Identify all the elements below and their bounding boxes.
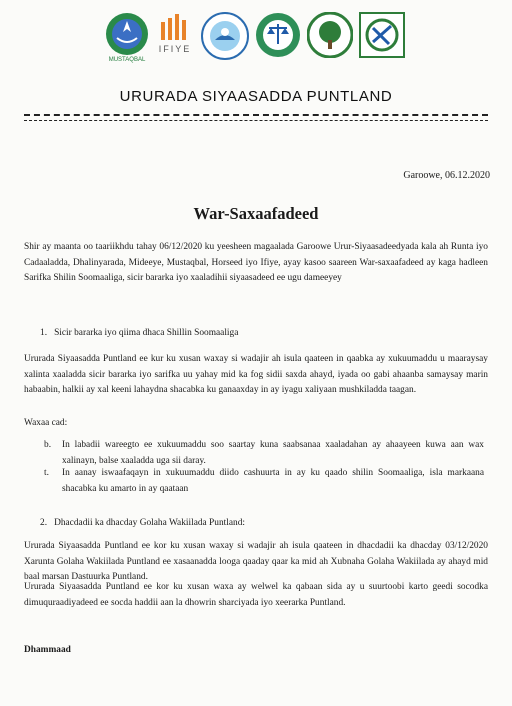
ifiye-logo: [155, 12, 195, 54]
press-release-heading: War-Saxaafadeed: [193, 204, 319, 223]
tree-seal-logo: [307, 12, 353, 58]
header-divider-thin: [24, 120, 488, 121]
emblem-seal-logo: [359, 12, 405, 58]
mustaqbal-logo: [105, 12, 149, 63]
header-divider: [24, 114, 488, 116]
party-logos-row: [105, 12, 405, 74]
circular-seal-logo: [201, 12, 249, 60]
section-1-title: 1. Sicir bararka iyo qiima dhaca Shillin Soomaaliga: [40, 328, 239, 338]
letter-date: Garoowe, 06.12.2020: [403, 170, 490, 181]
section-2-paragraph: Ururada Siyaasadda Puntland ee kor ku xusan waxay si wadajir ah isula qaateen in dhacdadii ka dhacday 03/12/2020 Xarunta Golaha Wakiilada Puntland ee xasaanadda looga qaaday qaar ka mid ah Xubnaha Golaha Wakiilada ay ahayd mid baal marsan Dastuurka Puntland.: [24, 541, 488, 582]
intro-paragraph: Shir ay maanta oo taariikhdu tahay 06/12/2020 ku yeesheen magaalada Garoowe Urur-Siyaasadeedyada kala ah Runta iyo Cadaaladda, Dhalinyarada, Mideeye, Mustaqbal, Horseed iyo Ifiye, ayay kasoo saareen War-saxaafadeed ay kaga hadleen Sarifka Shilin Soomaaliga, sicir bararka iyo xaaladihii siyaasadeed ee ugu dameeyey: [24, 242, 488, 283]
scales-seal-logo: [255, 12, 301, 58]
closing-word: Dhammaad: [24, 645, 71, 655]
waxaa-cad-label: Waxaa cad:: [24, 418, 68, 428]
section-1-paragraph: Ururada Siyaasadda Puntland ee kur ku xusan waxay si wadajir ah isula qaateen in qaabka ay xukuumaddu u maaraysay xalinta xaaladda sicir bararka iyo sarifka uu yahay mid ka fog sidii saxda ahayd, iyada oo gabi ahaanba samaysay marin habaabin, halkii ay xal keeni lahaydna shacabka ku ganaaxday in ay iyagu xaliyaan mushkiladda taagan.: [24, 354, 488, 395]
organization-title: URURADA SIYAASADDA PUNTLAND: [119, 88, 393, 105]
list-marker: t.: [44, 468, 49, 478]
logo-word: IFIYE: [158, 44, 192, 54]
final-paragraph: Ururada Siyaasadda Puntland ee kor ku xusan waxa ay welwel ka qabaan sida ay u suurtoobi karto geedi socodka dimuquraadiyadeed ee socda haddii aan la dhowrin sharciyada iyo xeerarka Puntland.: [24, 582, 488, 608]
list-item-text: In aanay iswaafaqayn in xukuumaddu diido cashuurta in ay ku qaado shilin Soomaaliga, isla markaana shacabka ku amarto in ay qaataan: [62, 468, 484, 494]
list-item-text: In labadii wareegto ee xukuumaddu soo saartay kuna saabsanaa xaaladahan ay ahaayeen kuwa aan wax xalinayn, balse xaaladda uga sii daray.: [62, 440, 484, 466]
section-2-title: 2. Dhacdadii ka dhacday Golaha Wakiilada Puntland:: [40, 518, 245, 528]
logo-caption: MUSTAQBAL: [108, 57, 146, 63]
list-marker: b.: [44, 440, 52, 450]
list-item: [44, 438, 484, 469]
list-item: [44, 466, 484, 497]
